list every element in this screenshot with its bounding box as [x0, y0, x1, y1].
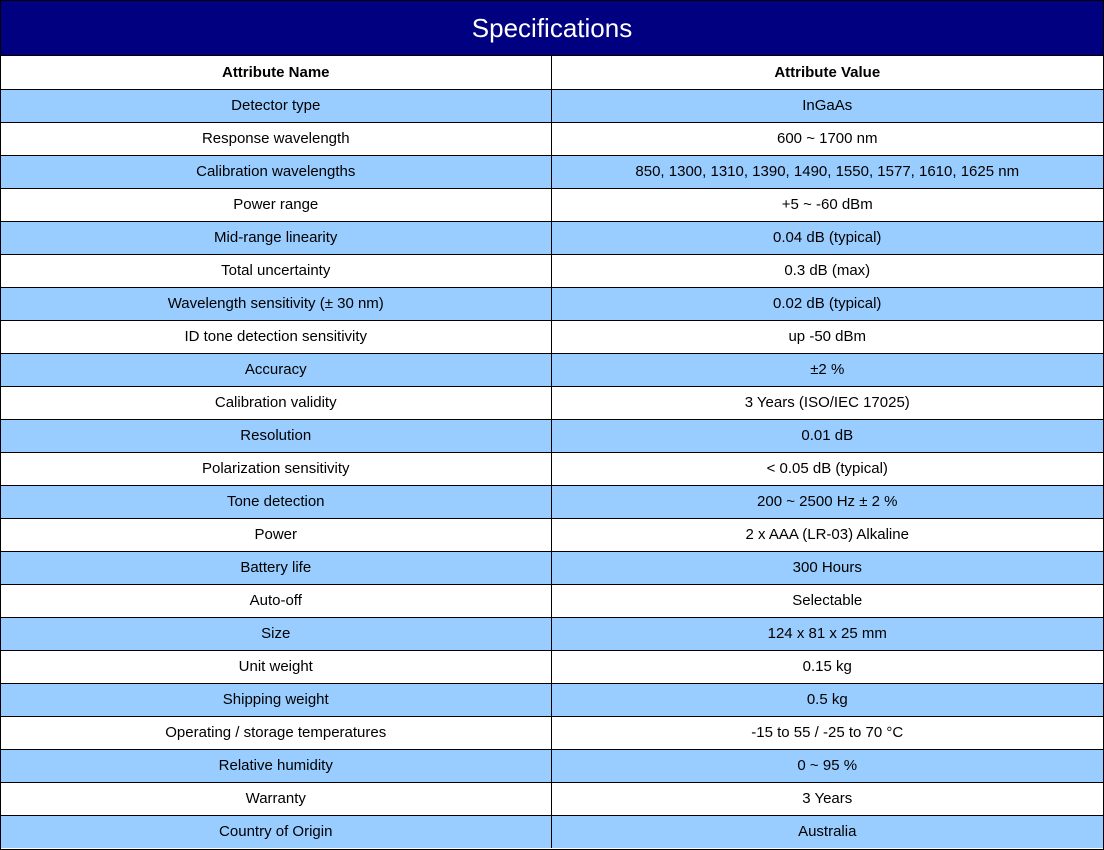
attribute-value-cell: 0.04 dB (typical)	[551, 221, 1103, 254]
attribute-name-cell: Accuracy	[1, 353, 551, 386]
attribute-name-cell: Power range	[1, 188, 551, 221]
table-row	[1, 320, 1103, 353]
table-row	[1, 749, 1103, 782]
attribute-name-cell: ID tone detection sensitivity	[1, 320, 551, 353]
table-row	[1, 386, 1103, 419]
table-row	[1, 485, 1103, 518]
table-row	[1, 452, 1103, 485]
attribute-value-cell: 0 ~ 95 %	[551, 749, 1103, 782]
attribute-value-cell: +5 ~ -60 dBm	[551, 188, 1103, 221]
attribute-value-cell: 200 ~ 2500 Hz ± 2 %	[551, 485, 1103, 518]
attribute-name-cell: Total uncertainty	[1, 254, 551, 287]
table-row	[1, 815, 1103, 848]
attribute-name-cell: Relative humidity	[1, 749, 551, 782]
attribute-value-cell: InGaAs	[551, 89, 1103, 122]
attribute-name-cell: Detector type	[1, 89, 551, 122]
attribute-name-cell: Calibration validity	[1, 386, 551, 419]
table-row	[1, 683, 1103, 716]
column-header-attribute-value: Attribute Value	[551, 56, 1103, 89]
attribute-value-cell: -15 to 55 / -25 to 70 °C	[551, 716, 1103, 749]
attribute-name-cell: Power	[1, 518, 551, 551]
attribute-value-cell: Australia	[551, 815, 1103, 848]
table-row	[1, 254, 1103, 287]
attribute-name-cell: Calibration wavelengths	[1, 155, 551, 188]
table-title: Specifications	[1, 1, 1103, 56]
table-row	[1, 518, 1103, 551]
table-row	[1, 584, 1103, 617]
attribute-name-cell: Country of Origin	[1, 815, 551, 848]
attribute-name-cell: Battery life	[1, 551, 551, 584]
attribute-value-cell: 3 Years (ISO/IEC 17025)	[551, 386, 1103, 419]
table-header-row	[1, 56, 1103, 89]
table-row	[1, 155, 1103, 188]
attribute-name-cell: Operating / storage temperatures	[1, 716, 551, 749]
attribute-name-cell: Warranty	[1, 782, 551, 815]
attribute-name-cell: Unit weight	[1, 650, 551, 683]
attribute-name-cell: Polarization sensitivity	[1, 452, 551, 485]
attribute-value-cell: 2 x AAA (LR-03) Alkaline	[551, 518, 1103, 551]
table-row	[1, 122, 1103, 155]
attribute-value-cell: ±2 %	[551, 353, 1103, 386]
attribute-name-cell: Mid-range linearity	[1, 221, 551, 254]
attribute-value-cell: 300 Hours	[551, 551, 1103, 584]
attribute-value-cell: up -50 dBm	[551, 320, 1103, 353]
table-row	[1, 287, 1103, 320]
table-row	[1, 89, 1103, 122]
attribute-name-cell: Shipping weight	[1, 683, 551, 716]
specifications-table	[1, 56, 1103, 848]
table-row	[1, 716, 1103, 749]
table-row	[1, 551, 1103, 584]
table-row	[1, 419, 1103, 452]
attribute-value-cell: 0.15 kg	[551, 650, 1103, 683]
attribute-value-cell: 0.5 kg	[551, 683, 1103, 716]
attribute-name-cell: Wavelength sensitivity (± 30 nm)	[1, 287, 551, 320]
attribute-value-cell: 0.02 dB (typical)	[551, 287, 1103, 320]
attribute-name-cell: Size	[1, 617, 551, 650]
attribute-value-cell: < 0.05 dB (typical)	[551, 452, 1103, 485]
column-header-attribute-name: Attribute Name	[1, 56, 551, 89]
attribute-value-cell: 850, 1300, 1310, 1390, 1490, 1550, 1577, 1610, 1625 nm	[551, 155, 1103, 188]
attribute-name-cell: Tone detection	[1, 485, 551, 518]
attribute-value-cell: 3 Years	[551, 782, 1103, 815]
attribute-value-cell: Selectable	[551, 584, 1103, 617]
attribute-name-cell: Resolution	[1, 419, 551, 452]
table-row	[1, 782, 1103, 815]
attribute-name-cell: Auto-off	[1, 584, 551, 617]
attribute-value-cell: 0.01 dB	[551, 419, 1103, 452]
table-row	[1, 353, 1103, 386]
attribute-name-cell: Response wavelength	[1, 122, 551, 155]
attribute-value-cell: 0.3 dB (max)	[551, 254, 1103, 287]
attribute-value-cell: 124 x 81 x 25 mm	[551, 617, 1103, 650]
attribute-value-cell: 600 ~ 1700 nm	[551, 122, 1103, 155]
table-row	[1, 221, 1103, 254]
table-row	[1, 188, 1103, 221]
table-row	[1, 617, 1103, 650]
table-row	[1, 650, 1103, 683]
